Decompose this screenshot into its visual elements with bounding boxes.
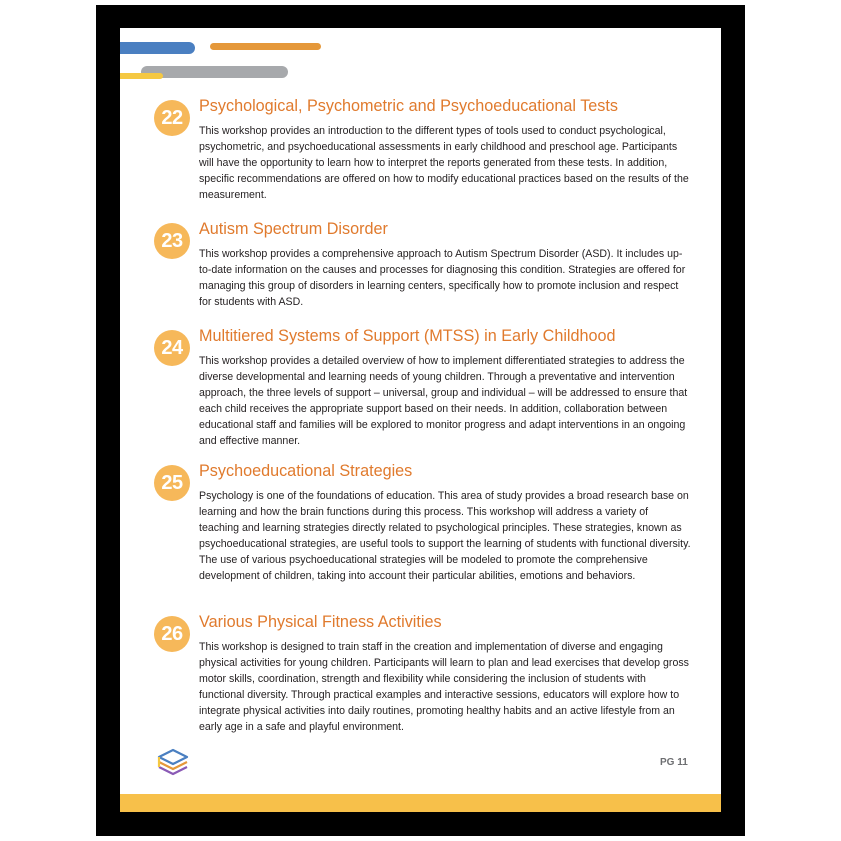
section-number-badge: 26 xyxy=(154,616,190,652)
decorative-orange-stripe xyxy=(210,43,321,50)
section-title: Psychological, Psychometric and Psychoeducational Tests xyxy=(199,97,618,115)
section-description: This workshop is designed to train staff in the creation and implementation of diverse and engaging physical activities for young children. Participants will learn to plan and lead exercises that develop gross motor skills, coordination, strength and flexibility while considering the inclusion of students with functional diversity. Through practical examples and interactive sessions, educators will explore how to integrate physical activities into daily routines, promoting healthy habits and an active lifestyle from an early age in a safe and playful environment. xyxy=(199,641,689,733)
footer-bar xyxy=(120,794,721,812)
section-number-badge: 22 xyxy=(154,100,190,136)
decorative-yellow-stripe xyxy=(120,73,163,79)
section-title: Multitiered Systems of Support (MTSS) in Early Childhood xyxy=(199,327,616,345)
stacked-layers-logo-icon xyxy=(155,748,191,778)
section-title: Autism Spectrum Disorder xyxy=(199,220,388,238)
page-number: PG 11 xyxy=(660,757,688,768)
decorative-blue-stripe xyxy=(120,42,195,54)
decorative-gray-stripe xyxy=(141,66,288,78)
section-number-badge: 24 xyxy=(154,330,190,366)
document-page xyxy=(120,28,721,812)
section-description: This workshop provides a comprehensive approach to Autism Spectrum Disorder (ASD). It includes up-to-date information on the causes and processes for diagnosing this condition. Strategies are offered for managing this group of disorders in learning centers, specifically how to promote inclusion and respect for students with ASD. xyxy=(199,248,686,308)
section-description: This workshop provides an introduction to the different types of tools used to conduct psychological, psychometric, and psychoeducational assessments in early childhood and preschool age. Participants will have the opportunity to learn how to interpret the reports generated from these tests. In addition, specific recommendations are offered on how to modify educational practices based on the results of the measurement. xyxy=(199,125,689,201)
section-description: Psychology is one of the foundations of education. This area of study provides a broad research base on learning and how the brain functions during this process. This workshop will address a variety of teaching and learning strategies directly related to psychological principles. These strategies, known as psychoeducational strategies, are useful tools to support the learning of students with functional diversity. The use of various psychoeducational strategies will be modeled to promote the comprehensive development of children, taking into account their particular abilities, emotions and behaviors. xyxy=(199,490,691,582)
section-number-badge: 23 xyxy=(154,223,190,259)
section-title: Psychoeducational Strategies xyxy=(199,462,413,480)
section-description: This workshop provides a detailed overview of how to implement differentiated strategies to address the diverse developmental and learning needs of young children. Through a preventative and intervention approach, the three levels of support – universal, group and individual – will be addressed to ensure that each child receives the appropriate support based on their needs. In addition, collaboration between educational staff and families will be explored to monitor progress and adapt interventions in an ongoing and effective manner. xyxy=(199,355,688,447)
section-title: Various Physical Fitness Activities xyxy=(199,613,442,631)
section-number-badge: 25 xyxy=(154,465,190,501)
